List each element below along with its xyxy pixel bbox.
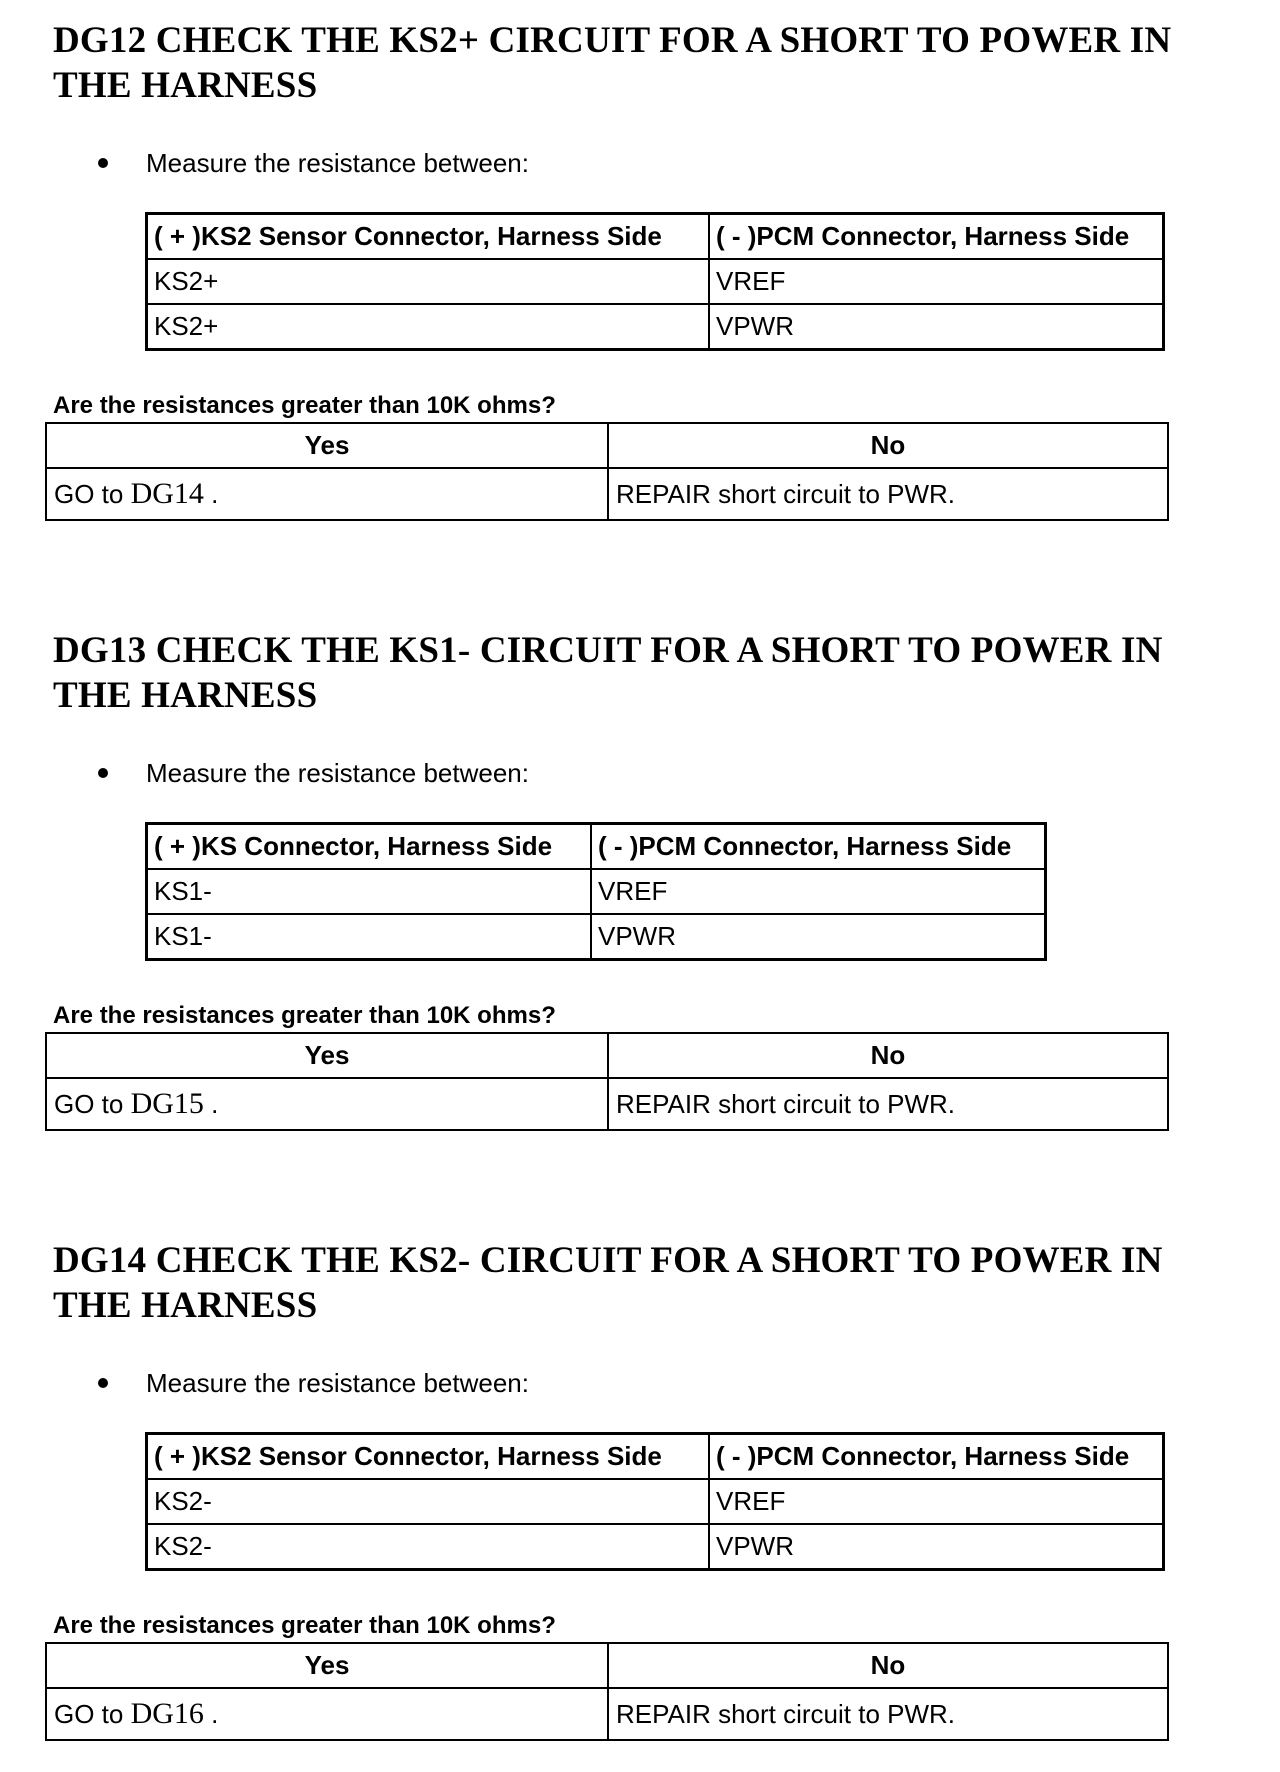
no-header: No xyxy=(608,1643,1168,1688)
measure-table xyxy=(145,212,1165,351)
decision-header-row xyxy=(46,423,1168,468)
decision-row xyxy=(46,1078,1168,1130)
no-header: No xyxy=(608,1033,1168,1078)
bullet-icon xyxy=(98,1378,108,1388)
cell-negative: VPWR xyxy=(709,1524,1164,1570)
table-row xyxy=(147,914,1046,960)
decision-table xyxy=(45,1032,1169,1131)
table-header-row xyxy=(147,1434,1164,1480)
table-row xyxy=(147,1479,1164,1524)
no-action: REPAIR short circuit to PWR. xyxy=(608,1078,1168,1130)
cell-positive: KS2- xyxy=(147,1524,710,1570)
table-header-row xyxy=(147,824,1046,870)
goto-dg16-link[interactable]: DG16 xyxy=(130,1697,204,1730)
measure-table xyxy=(145,1432,1165,1571)
cell-negative: VREF xyxy=(591,869,1046,914)
instruction-text: Measure the resistance between: xyxy=(146,758,529,788)
cell-positive: KS2- xyxy=(147,1479,710,1524)
cell-positive: KS2+ xyxy=(147,259,710,304)
yes-suffix: . xyxy=(211,1089,219,1119)
table-header-row xyxy=(147,214,1164,260)
instruction-text: Measure the resistance between: xyxy=(146,1368,529,1398)
bullet-icon xyxy=(98,768,108,778)
instruction-bullet xyxy=(98,148,529,178)
section-title: DG14 CHECK THE KS2- CIRCUIT FOR A SHORT TO POWER IN THE HARNESS xyxy=(53,1240,1163,1326)
yes-action xyxy=(46,468,608,520)
section-title: DG12 CHECK THE KS2+ CIRCUIT FOR A SHORT TO POWER IN THE HARNESS xyxy=(53,20,1172,106)
cell-positive: KS1- xyxy=(147,869,592,914)
bullet-icon xyxy=(98,158,108,168)
decision-table xyxy=(45,1642,1169,1741)
instruction-bullet xyxy=(98,758,529,788)
goto-dg14-link[interactable]: DG14 xyxy=(130,477,204,510)
decision-row xyxy=(46,468,1168,520)
decision-row xyxy=(46,1688,1168,1740)
header-positive: ( + )KS2 Sensor Connector, Harness Side xyxy=(147,214,710,260)
cell-positive: KS1- xyxy=(147,914,592,960)
yes-header: Yes xyxy=(46,1643,608,1688)
table-row xyxy=(147,869,1046,914)
cell-negative: VREF xyxy=(709,259,1164,304)
cell-positive: KS2+ xyxy=(147,304,710,350)
decision-table xyxy=(45,422,1169,521)
no-action: REPAIR short circuit to PWR. xyxy=(608,468,1168,520)
yes-prefix: GO to xyxy=(54,1699,124,1729)
section-title: DG13 CHECK THE KS1- CIRCUIT FOR A SHORT TO POWER IN THE HARNESS xyxy=(53,630,1163,716)
yes-action xyxy=(46,1688,608,1740)
yes-action xyxy=(46,1078,608,1130)
header-positive: ( + )KS2 Sensor Connector, Harness Side xyxy=(147,1434,710,1480)
header-negative: ( - )PCM Connector, Harness Side xyxy=(591,824,1046,870)
cell-negative: VPWR xyxy=(709,304,1164,350)
table-row xyxy=(147,259,1164,304)
cell-negative: VREF xyxy=(709,1479,1164,1524)
yes-prefix: GO to xyxy=(54,479,124,509)
goto-dg15-link[interactable]: DG15 xyxy=(130,1087,204,1120)
instruction-text: Measure the resistance between: xyxy=(146,148,529,178)
header-negative: ( - )PCM Connector, Harness Side xyxy=(709,214,1164,260)
yes-prefix: GO to xyxy=(54,1089,124,1119)
decision-header-row xyxy=(46,1033,1168,1078)
question-text: Are the resistances greater than 10K ohms? xyxy=(53,1002,556,1029)
no-header: No xyxy=(608,423,1168,468)
header-negative: ( - )PCM Connector, Harness Side xyxy=(709,1434,1164,1480)
no-action: REPAIR short circuit to PWR. xyxy=(608,1688,1168,1740)
instruction-bullet xyxy=(98,1368,529,1398)
cell-negative: VPWR xyxy=(591,914,1046,960)
question-text: Are the resistances greater than 10K ohms? xyxy=(53,1612,556,1639)
yes-header: Yes xyxy=(46,423,608,468)
question-text: Are the resistances greater than 10K ohms? xyxy=(53,392,556,419)
yes-header: Yes xyxy=(46,1033,608,1078)
measure-table xyxy=(145,822,1047,961)
yes-suffix: . xyxy=(211,479,219,509)
table-row xyxy=(147,1524,1164,1570)
yes-suffix: . xyxy=(211,1699,219,1729)
table-row xyxy=(147,304,1164,350)
header-positive: ( + )KS Connector, Harness Side xyxy=(147,824,592,870)
decision-header-row xyxy=(46,1643,1168,1688)
